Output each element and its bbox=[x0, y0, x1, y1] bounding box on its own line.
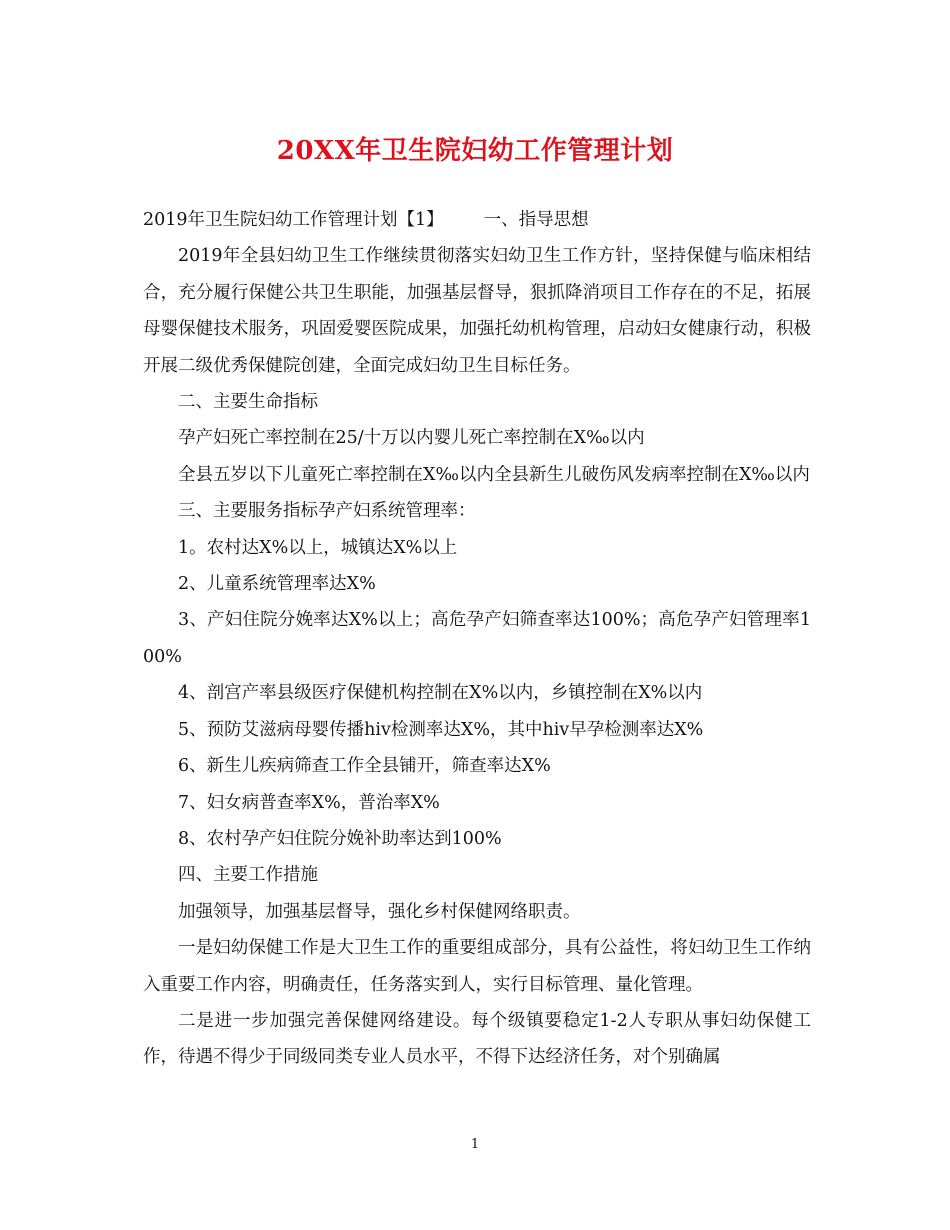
list-item: 7、妇女病普查率X%，普治率X% bbox=[178, 792, 440, 813]
document-title: 20XX年卫生院妇幼工作管理计划 bbox=[276, 136, 674, 166]
page-number: 1 bbox=[470, 1137, 480, 1152]
plan-heading: 2019年卫生院妇幼工作管理计划【1】 bbox=[143, 210, 444, 230]
section-heading: 二、主要生命指标 bbox=[178, 392, 318, 413]
section-heading: 四、主要工作措施 bbox=[178, 865, 318, 886]
paragraph: 全县五岁以下儿童死亡率控制在X‰以内全县新生儿破伤风发病率控制在X‰以内 bbox=[178, 464, 810, 485]
list-item: 3、产妇住院分娩率达X%以上；高危孕产妇筛查率达100%；高危孕产妇管理率100% bbox=[143, 610, 811, 667]
paragraph: 2019年全县妇幼卫生工作继续贯彻落实妇幼卫生工作方针，坚持保健与临床相结合，充分履行保健公共卫生职能，加强基层督导，狠抓降消项目工作存在的不足，拓展母婴保健技术服务，巩固爱婴医院成果，加强托幼机构管理，启动妇女健康行动，积极开展二级优秀保健院创建，全面完成妇幼卫生目标任务。 bbox=[143, 246, 811, 376]
opening-line bbox=[143, 202, 811, 238]
list-item: 2、儿童系统管理率达X% bbox=[178, 574, 376, 595]
section-heading: 三、主要服务指标孕产妇系统管理率： bbox=[178, 501, 476, 522]
list-item: 4、剖宫产率县级医疗保健机构控制在X%以内，乡镇控制在X%以内 bbox=[178, 683, 703, 704]
section-heading-guiding-ideology: 一、指导思想 bbox=[483, 210, 589, 230]
list-item: 1。农村达X%以上，城镇达X%以上 bbox=[178, 537, 458, 558]
paragraph: 二是进一步加强完善保健网络建设。每个级镇要稳定1-2人专职从事妇幼保健工作，待遇不得少于同级同类专业人员水平，不得下达经济任务，对个别确属 bbox=[143, 1010, 811, 1068]
list-item: 5、预防艾滋病母婴传播hiv检测率达X%，其中hiv早孕检测率达X% bbox=[178, 719, 704, 740]
paragraph: 一是妇幼保健工作是大卫生工作的重要组成部分，具有公益性，将妇幼卫生工作纳入重要工作内容，明确责任，任务落实到人，实行目标管理、量化管理。 bbox=[143, 938, 811, 995]
paragraph: 加强领导，加强基层督导，强化乡村保健网络职责。 bbox=[178, 901, 581, 922]
document-body bbox=[143, 202, 811, 1076]
list-item: 6、新生儿疾病筛查工作全县铺开，筛查率达X% bbox=[178, 756, 551, 777]
list-item: 8、农村孕产妇住院分娩补助率达到100% bbox=[178, 828, 502, 849]
paragraph: 孕产妇死亡率控制在25/十万以内婴儿死亡率控制在X‰以内 bbox=[178, 428, 645, 449]
